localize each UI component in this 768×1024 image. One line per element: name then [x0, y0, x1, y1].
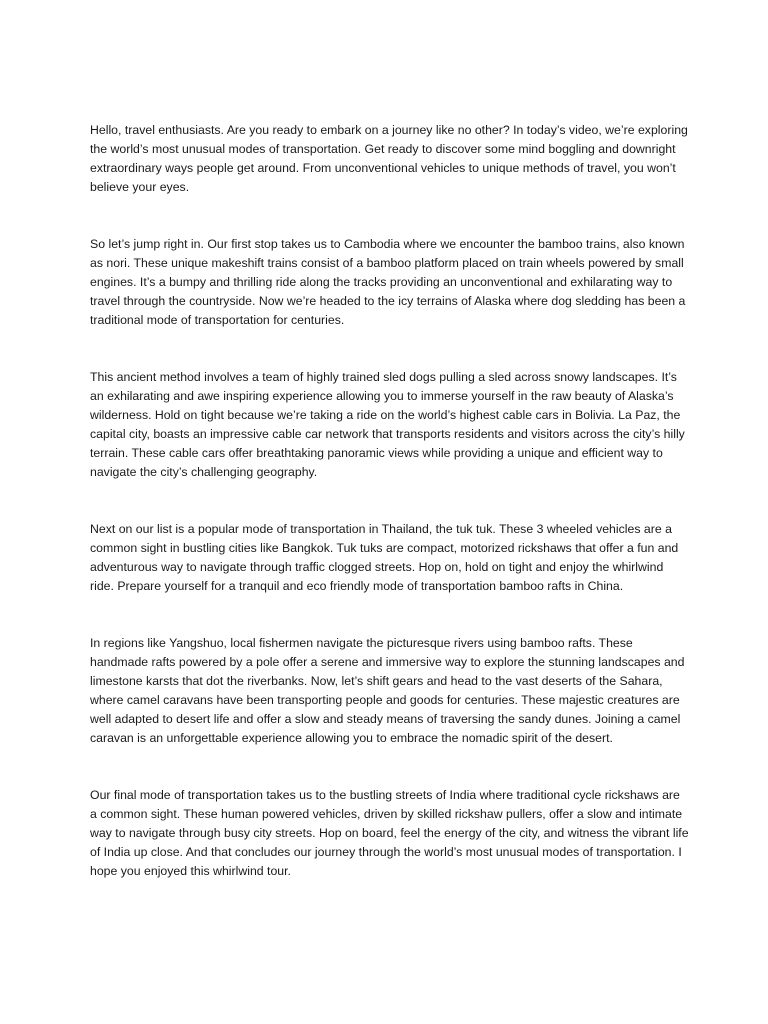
paragraph-alaska-bolivia: This ancient method involves a team of highly trained sled dogs pulling a sled across snowy landscapes. It’s an exhilarating and awe inspiring experience allowing you to immerse yourself in the raw beauty of Alaska’s wilderness. Hold on tight because we’re taking a ride on the world’s highest cable cars in Bolivia. La Paz, the capital city, boasts an impressive cable car network that transports residents and visitors across the city’s hilly terrain. These cable cars offer breathtaking panoramic views while providing a unique and efficient way to navigate the city’s challenging geography.	[90, 370, 685, 479]
paragraph-spacer	[90, 748, 690, 786]
paragraph-spacer	[90, 197, 690, 235]
paragraph-thailand-china: Next on our list is a popular mode of transportation in Thailand, the tuk tuk. These 3 wheeled vehicles are a common sight in bustling cities like Bangkok. Tuk tuks are compact, motorized rickshaws that offer a fun and adventurous way to navigate through traffic clogged streets. Hop on, hold on tight and enjoy the whirlwind ride. Prepare yourself for a tranquil and eco friendly mode of transportation bamboo rafts in China.	[90, 522, 679, 593]
paragraph-spacer	[90, 330, 690, 368]
paragraph-india-conclusion: Our final mode of transportation takes us to the bustling streets of India where traditional cycle rickshaws are a common sight. These human powered vehicles, driven by skilled rickshaw pullers, offer a slow and intimate way to navigate through busy city streets. Hop on board, feel the energy of the city, and witness the vibrant life of India up close. And that concludes our journey through the world’s most unusual modes of transportation. I hope you enjoyed this whirlwind tour.	[90, 788, 689, 878]
paragraph-cambodia-alaska: So let’s jump right in. Our first stop takes us to Cambodia where we encounter the bamboo trains, also known as nori. These unique makeshift trains consist of a bamboo platform placed on train wheels powered by small engines. It’s a bumpy and thrilling ride along the tracks providing an unconventional and exhilarating way to travel through the countryside. Now we’re headed to the icy terrains of Alaska where dog sledding has been a traditional mode of transportation for centuries.	[90, 237, 686, 327]
paragraph-spacer	[90, 596, 690, 634]
paragraph-china-sahara: In regions like Yangshuo, local fishermen navigate the picturesque rivers using bamboo rafts. These handmade rafts powered by a pole offer a serene and immersive way to explore the stunning landscapes and limestone karsts that dot the riverbanks. Now, let’s shift gears and head to the vast deserts of the Sahara, where camel caravans have been transporting people and goods for centuries. These majestic creatures are well adapted to desert life and offer a slow and steady means of traversing the sandy dunes. Joining a camel caravan is an unforgettable experience allowing you to embrace the nomadic spirit of the desert.	[90, 636, 685, 745]
document-body	[90, 121, 690, 881]
paragraph-intro: Hello, travel enthusiasts. Are you ready to embark on a journey like no other? In today’s video, we’re exploring the world’s most unusual modes of transportation. Get ready to discover some mind boggling and downright extraordinary ways people get around. From unconventional vehicles to unique methods of travel, you won’t believe your eyes.	[90, 123, 688, 194]
paragraph-spacer	[90, 482, 690, 520]
